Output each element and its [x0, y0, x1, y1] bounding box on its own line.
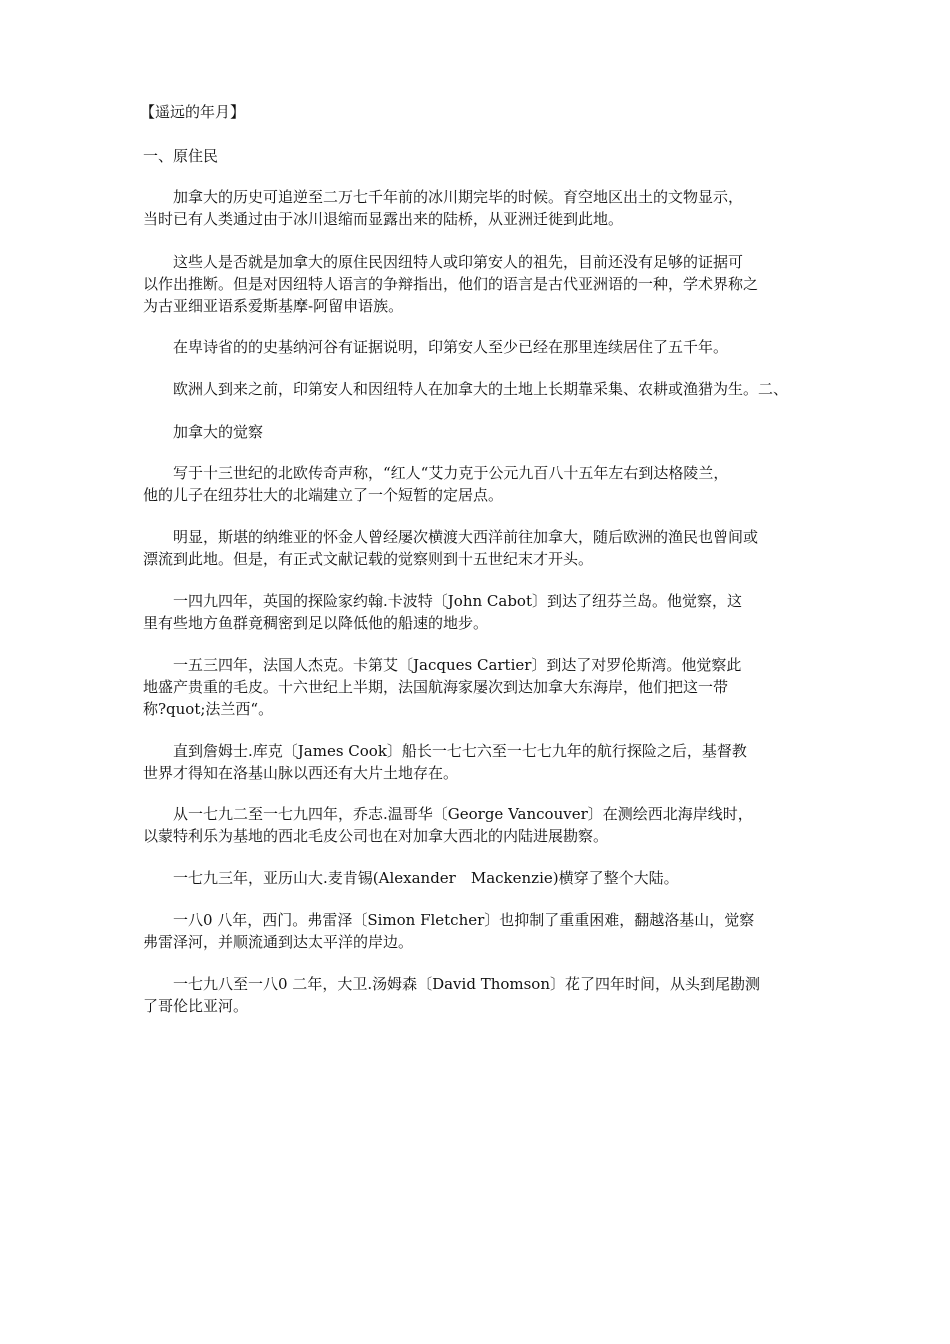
- paragraph: 从一七九二至一七九四年，乔志.温哥华〔George Vancouver〕在测绘西北海岸线时， 以蒙特利乐为基地的西北毛皮公司也在对加拿大西北的内陆进展勘察。: [143, 805, 753, 845]
- paragraph: 一七九三年，亚历山大.麦肯锡(Alexander Mackenzie)横穿了整个大陆。: [143, 869, 679, 887]
- paragraph: 一八0 八年，西门。弗雷泽〔Simon Fletcher〕也抑制了重重困难，翻越洛基山，觉察 弗雷泽河，并顺流通到达太平洋的岸边。: [143, 911, 755, 951]
- section-heading: 一、原住民: [143, 147, 219, 165]
- paragraph: 加拿大的历史可追逆至二万七千年前的冰川期完毕的时候。育空地区出土的文物显示， 当时已有人类通过由于冰川退缩而显露出来的陆桥，从亚洲迁徙到此地。: [143, 188, 744, 228]
- paragraph: 一四九四年，英国的探险家约翰.卡波特〔John Cabot〕到达了纽芬兰岛。他觉察，这 里有些地方鱼群竟稠密到足以降低他的船速的地步。: [143, 592, 742, 632]
- paragraph: 一七九八至一八0 二年，大卫.汤姆森〔David Thomson〕花了四年时间，从头到尾勘测 了哥伦比亚河。: [143, 975, 761, 1015]
- section-heading: 加拿大的觉察: [143, 423, 264, 441]
- paragraph: 欧洲人到来之前，印第安人和因纽特人在加拿大的土地上长期靠采集、农耕或渔猎为生。二、: [143, 380, 789, 398]
- paragraph: 这些人是否就是加拿大的原住民因纽特人或印第安人的祖先，目前还没有足够的证据可 以作出推断。但是对因纽特人语言的争辩指出，他们的语言是古代亚洲语的一种，学术界称之 为古亚细亚语系爱斯基摩-阿留申语族。: [143, 253, 759, 315]
- paragraph: 明显，斯堪的纳维亚的怀金人曾经屡次横渡大西洋前往加拿大，随后欧洲的渔民也曾间或 漂流到此地。但是，有正式文献记载的觉察则到十五世纪末才开头。: [143, 528, 759, 568]
- paragraph: 一五三四年，法国人杰克。卡第艾〔Jacques Cartier〕到达了对罗伦斯湾。他觉察此 地盛产贵重的毛皮。十六世纪上半期，法国航海家屡次到达加拿大东海岸，他们把这一带 称?quot;法兰西“。: [143, 656, 742, 718]
- document-title: 【遥远的年月】: [140, 103, 246, 121]
- paragraph: 直到詹姆士.库克〔James Cook〕船长一七七六至一七七九年的航行探险之后，基督教 世界才得知在洛基山脉以西还有大片土地存在。: [143, 742, 747, 782]
- paragraph: 在卑诗省的的史基纳河谷有证据说明，印第安人至少已经在那里连续居住了五千年。: [143, 338, 729, 356]
- paragraph: 写于十三世纪的北欧传奇声称，“红人“艾力克于公元九百八十五年左右到达格陵兰， 他的儿子在纽芬壮大的北端建立了一个短暂的定居点。: [143, 464, 729, 504]
